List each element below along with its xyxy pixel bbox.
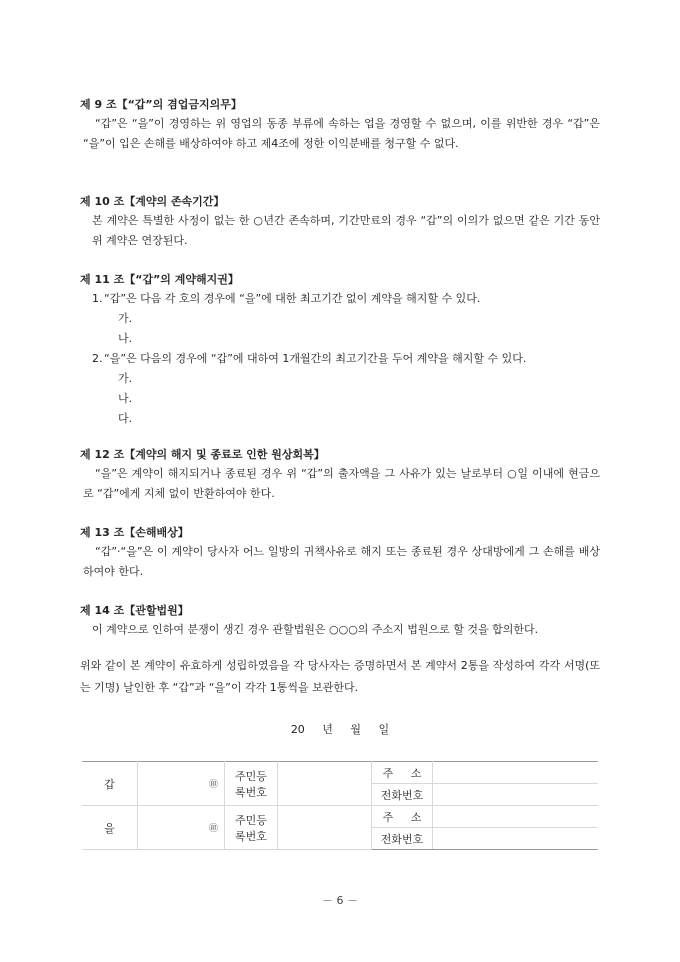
article-10 [80,193,600,251]
sub-item: 나. [118,392,133,405]
party-name: 을 [82,806,138,850]
sub-item: 나. [118,332,133,345]
article-heading: 제 9 조【“갑”의 겸업금지의무】 [80,98,242,111]
id-number-field[interactable] [278,762,372,806]
closing-statement: 위와 같이 본 계약이 유효하게 성립하였음을 각 당사자는 증명하면서 본 계약서 2통을 작성하여 각각 서명(또는 기명) 날인한 후 “갑”과 “을”이 각각 1통씩을 보관한다. [80,659,600,694]
article-11 [80,271,600,429]
article-paragraph: “을”은 계약이 해지되거나 종료된 경우 위 “갑”의 출자액을 그 사유가 있는 날로부터 ○일 이내에 현금으로 “갑”에게 지체 없이 반환하여야 한다. [83,467,600,500]
item-text: “을”은 다음의 경우에 “갑”에 대하여 1개월간의 최고기간을 두어 계약을 해지할 수 있다. [104,352,527,365]
address-label: 주 소 [372,806,433,828]
article-paragraph: 이 계약으로 인하여 분쟁이 생긴 경우 관할법원은 ○○○의 주소지 법원으로 할 것을 합의한다. [92,623,539,636]
id-number-label: 주민등 록번호 [225,806,278,850]
article-heading: 제 12 조【계약의 해지 및 종료로 인한 원상회복】 [80,448,325,461]
phone-label: 전화번호 [372,828,433,850]
article-9 [80,96,600,154]
seal-mark: ㊞ [138,806,225,850]
item-text: “갑”은 다음 각 호의 경우에 “을”에 대한 최고기간 없이 계약을 해지할 수 있다. [104,292,481,305]
list-item [80,349,600,369]
sub-item: 가. [118,372,133,385]
signature-table [82,761,598,850]
id-number-label: 주민등 록번호 [225,762,278,806]
article-12 [80,446,600,504]
phone-label: 전화번호 [372,784,433,806]
address-label: 주 소 [372,762,433,784]
item-number: 2. [92,352,103,365]
article-heading: 제 11 조【“갑”의 계약해지권】 [80,273,239,286]
sub-item: 가. [118,312,133,325]
address-field[interactable] [433,762,599,784]
list-item [80,289,600,309]
article-14 [80,602,600,640]
sub-item: 다. [118,412,133,425]
article-heading: 제 13 조【손해배상】 [80,526,189,539]
article-heading: 제 14 조【관할법원】 [80,604,189,617]
party-name: 갑 [82,762,138,806]
article-paragraph: “갑”은 “을”이 경영하는 위 영업의 동종 부류에 속하는 업을 경영할 수 없으며, 이를 위반한 경우 “갑”은 “을”이 입은 손해를 배상하여야 하고 제4조에 정한 이익분배를 청구할 수 없다. [83,117,600,150]
phone-field[interactable] [433,784,599,806]
date-line: 20 년 월 일 [290,723,390,736]
item-number: 1. [92,292,103,305]
article-13 [80,524,600,582]
article-paragraph: “갑”·“을”은 이 계약이 당사자 어느 일방의 귀책사유로 해지 또는 종료된 경우 상대방에게 그 손해를 배상하여야 한다. [83,545,600,578]
page-number: － 6 － [322,894,358,907]
address-field[interactable] [433,806,599,828]
article-heading: 제 10 조【계약의 존속기간】 [80,195,225,208]
article-paragraph: 본 계약은 특별한 사정이 없는 한 ○년간 존속하며, 기간만료의 경우 “갑”의 이의가 없으면 같은 기간 동안 위 계약은 연장된다. [92,214,600,247]
id-number-field[interactable] [278,806,372,850]
seal-mark: ㊞ [138,762,225,806]
phone-field[interactable] [433,828,599,850]
